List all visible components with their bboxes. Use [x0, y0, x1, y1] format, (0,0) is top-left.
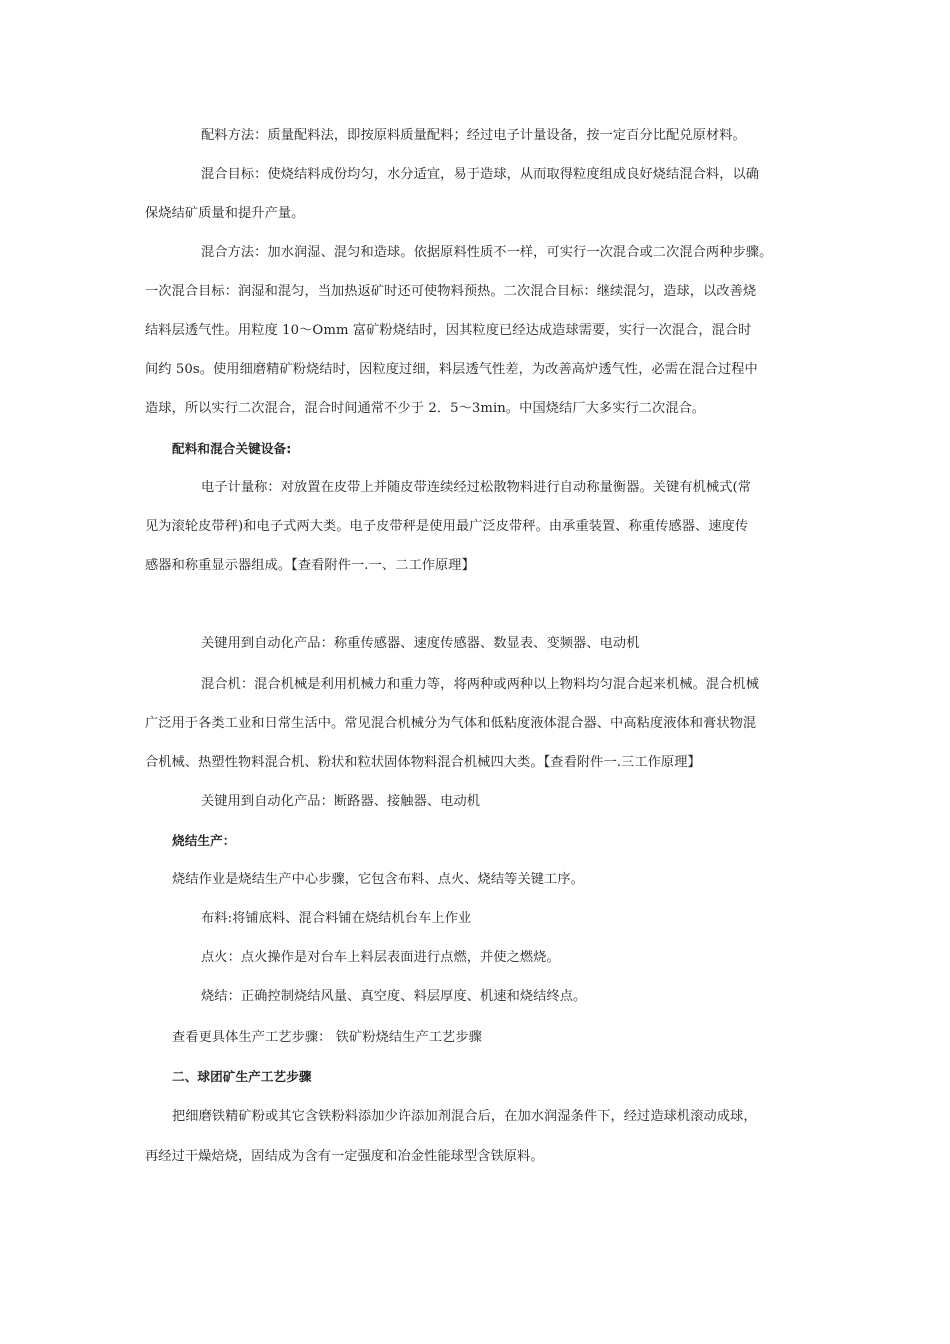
paragraph-mixer: 混合机：混合机械是利用机械力和重力等，将两种或两种以上物料均匀混合起来机械。混合机械 [201, 677, 760, 692]
heading-pellet-process: 二、球团矿生产工艺步骤 [172, 1069, 312, 1084]
paragraph-sintering-control: 烧结：正确控制烧结风量、真空度、料层厚度、机速和烧结终点。 [201, 989, 587, 1004]
paragraph-belt-scale-cont-2: 感器和称重显示器组成。【查看附件一.一、二工作原理】 [145, 558, 475, 573]
paragraph-pellet-description: 把细磨铁精矿粉或其它含铁粉料添加少许添加剂混合后，在加水润湿条件下，经过造球机滚动成球， [172, 1109, 757, 1124]
paragraph-mixing-method-cont-3: 间约 50s。使用细磨精矿粉烧结时，因粒度过细，料层透气性差，为改善高炉透气性，必需在混合过程中 [145, 362, 758, 377]
paragraph-see-more-process: 查看更具体生产工艺步骤： 铁矿粉烧结生产工艺步骤 [172, 1030, 482, 1045]
paragraph-batching-method: 配料方法：质量配料法，即按原料质量配料；经过电子计量设备，按一定百分比配兑原材料。 [201, 128, 746, 143]
paragraph-pellet-description-cont: 再经过干燥焙烧，固结成为含有一定强度和冶金性能球型含铁原料。 [145, 1149, 544, 1164]
paragraph-mixing-method-cont-2: 结料层透气性。用粒度 10～Omm 富矿粉烧结时，因其粒度已经达成造球需要，实行一次混合，混合时 [145, 323, 752, 338]
paragraph-mixing-method-cont-1: 一次混合目标：润湿和混匀，当加热返矿时还可使物料预热。二次混合目标：继续混匀，造球，以改善烧 [145, 284, 757, 299]
paragraph-belt-scale: 电子计量称：对放置在皮带上并随皮带连续经过松散物料进行自动称量衡器。关键有机械式(常 [201, 480, 752, 495]
paragraph-mixer-cont-2: 合机械、热塑性物料混合机、粉状和粒状固体物料混合机械四大类。【查看附件一.三工作原理】 [145, 755, 701, 770]
paragraph-distribution: 布料:将铺底料、混合料铺在烧结机台车上作业 [201, 911, 472, 926]
paragraph-mixer-cont-1: 广泛用于各类工业和日常生活中。常见混合机械分为气体和低粘度液体混合器、中高粘度液体和膏状物混 [145, 716, 757, 731]
paragraph-belt-scale-cont-1: 见为滚轮皮带秤)和电子式两大类。电子皮带秤是使用最广泛皮带秤。由承重装置、称重传感器、速度传 [145, 519, 749, 534]
paragraph-mixing-method: 混合方法：加水润湿、混匀和造球。依据原料性质不一样，可实行一次混合或二次混合两种步骤。 [201, 245, 773, 260]
paragraph-sintering-operation: 烧结作业是烧结生产中心步骤，它包含布料、点火、烧结等关键工序。 [172, 872, 584, 887]
paragraph-mixing-goal: 混合目标：使烧结料成份均匀，水分适宜，易于造球，从而取得粒度组成良好烧结混合料，以确 [201, 167, 760, 182]
heading-key-equipment: 配料和混合关键设备: [172, 441, 292, 456]
paragraph-mixing-goal-cont: 保烧结矿质量和提升产量。 [145, 206, 305, 221]
paragraph-automation-products-1: 关键用到自动化产品：称重传感器、速度传感器、数显表、变频器、电动机 [201, 636, 640, 651]
heading-sintering-production: 烧结生产： [172, 833, 236, 848]
paragraph-automation-products-2: 关键用到自动化产品：断路器、接触器、电动机 [201, 794, 481, 809]
paragraph-ignition: 点火：点火操作是对台车上料层表面进行点燃，并使之燃烧。 [201, 950, 560, 965]
paragraph-mixing-method-cont-4: 造球，所以实行二次混合，混合时间通常不少于 2．5～3min。中国烧结厂大多实行二次混合。 [145, 401, 706, 416]
